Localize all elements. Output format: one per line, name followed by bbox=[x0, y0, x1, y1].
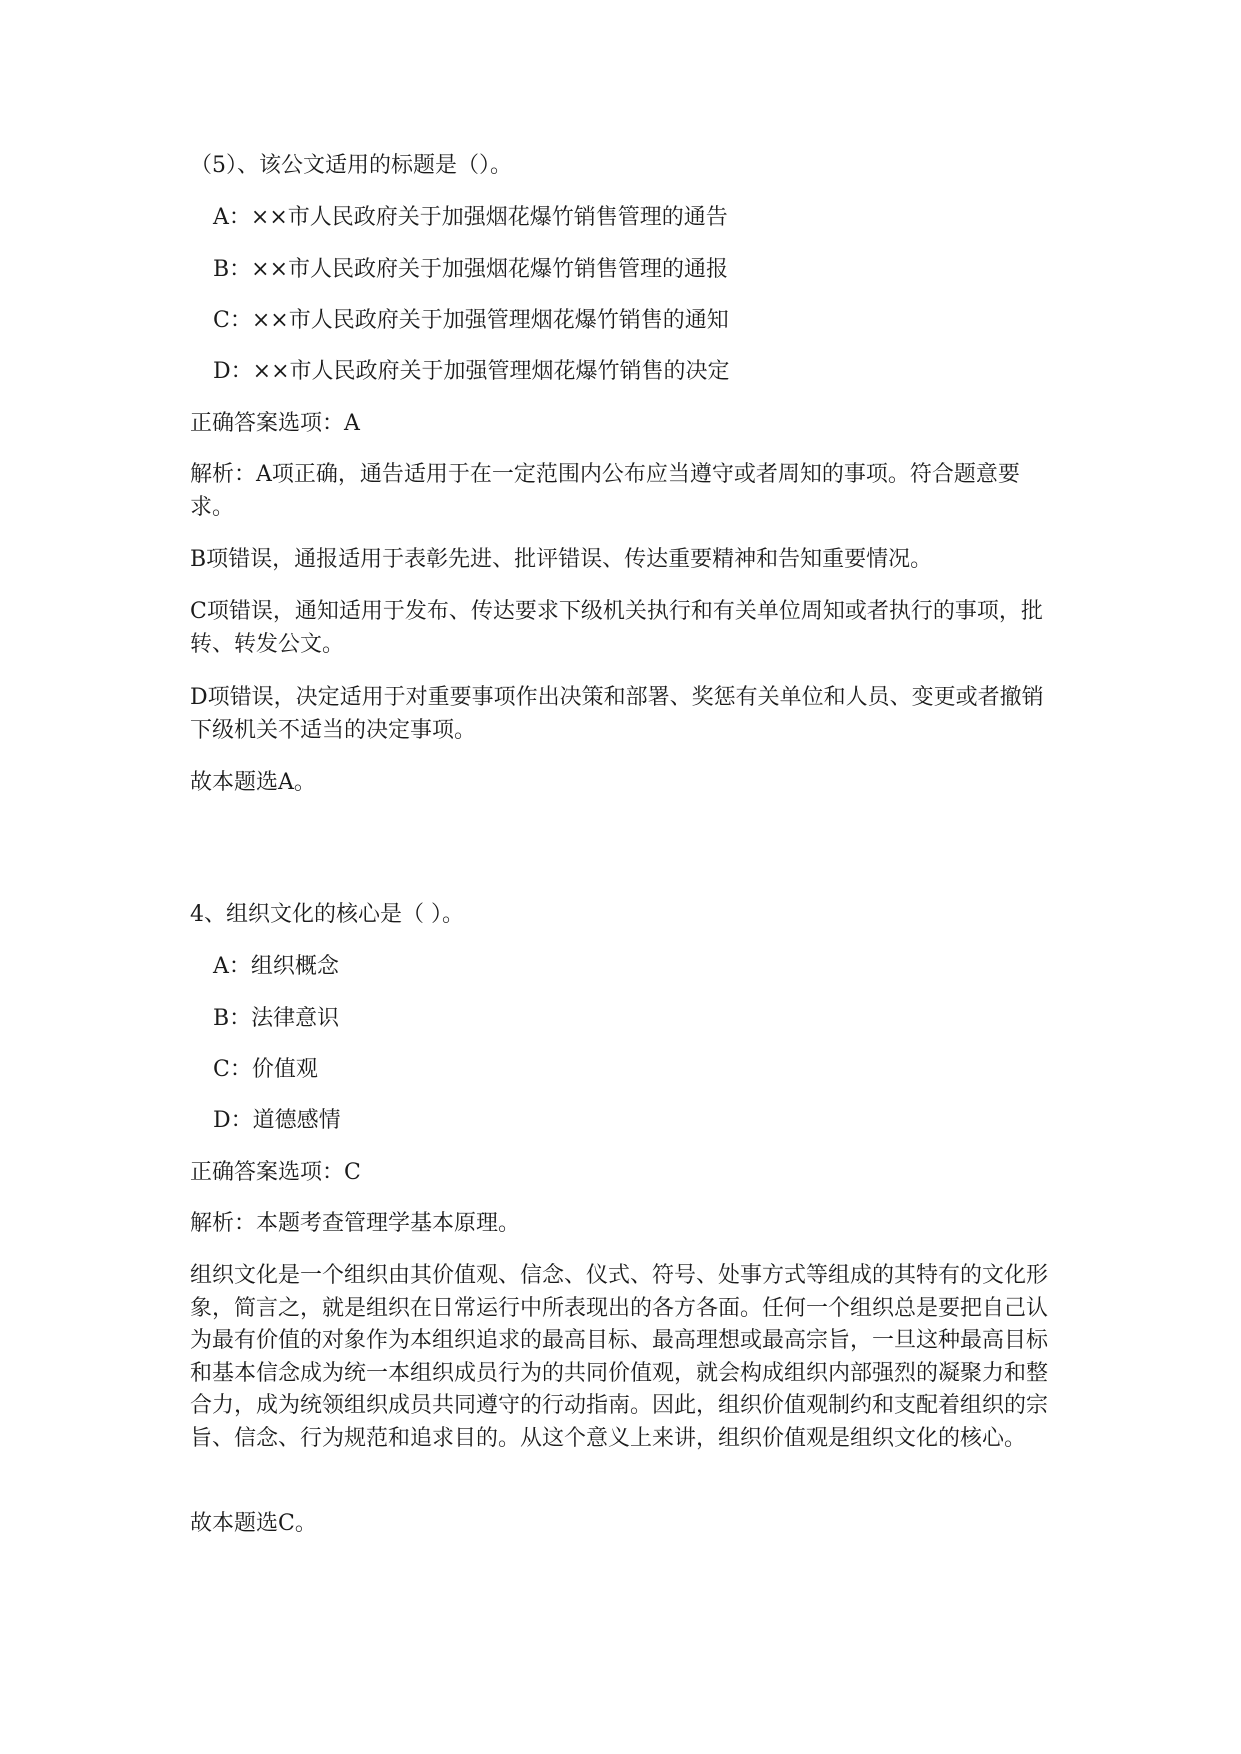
q4-analysis-body: 组织文化是一个组织由其价值观、信念、仪式、符号、处事方式等组成的其特有的文化形象，简言之，就是组织在日常运行中所表现出的各方各面。任何一个组织总是要把自己认为最有价值的对象作为本组织追求的最高目标、最高理想或最高宗旨，一旦这种最高目标和基本信念成为统一本组织成员行为的共同价值观，就会构成组织内部强烈的凝聚力和整合力，成为统领组织成员共同遵守的行动指南。因此，组织价值观制约和支配着组织的宗旨、信念、行为规范和追求目的。从这个意义上来讲，组织价值观是组织文化的核心。 bbox=[190, 1263, 1049, 1451]
question-5-title: （5）、该公文适用的标题是（）。 bbox=[190, 153, 512, 178]
question-4-title: 4、组织文化的核心是（ ）。 bbox=[190, 902, 464, 927]
q5-answer: 正确答案选项：A bbox=[190, 411, 360, 436]
q5-conclusion: 故本题选A。 bbox=[190, 770, 316, 795]
q5-analysis-c: C项错误，通知适用于发布、传达要求下级机关执行和有关单位周知或者执行的事项，批转、转发公文。 bbox=[190, 599, 1043, 657]
q4-option-a: A：组织概念 bbox=[213, 954, 339, 979]
q4-option-b: B：法律意识 bbox=[213, 1006, 340, 1031]
q5-option-c: C：××市人民政府关于加强管理烟花爆竹销售的通知 bbox=[213, 308, 729, 333]
q4-option-c: C：价值观 bbox=[213, 1057, 318, 1082]
q5-analysis-d: D项错误，决定适用于对重要事项作出决策和部署、奖惩有关单位和人员、变更或者撤销下级机关不适当的决定事项。 bbox=[190, 685, 1044, 743]
q5-analysis-b: B项错误，通报适用于表彰先进、批评错误、传达重要精神和告知重要情况。 bbox=[190, 547, 933, 572]
q5-option-a: A：××市人民政府关于加强烟花爆竹销售管理的通告 bbox=[213, 205, 728, 230]
q5-option-b: B：××市人民政府关于加强烟花爆竹销售管理的通报 bbox=[213, 257, 729, 282]
q4-conclusion: 故本题选C。 bbox=[190, 1511, 317, 1536]
q5-analysis-a: 解析：A项正确，通告适用于在一定范围内公布应当遵守或者周知的事项。符合题意要求。 bbox=[190, 462, 1020, 520]
q4-answer: 正确答案选项：C bbox=[190, 1160, 361, 1185]
q4-analysis-intro: 解析：本题考查管理学基本原理。 bbox=[190, 1211, 521, 1236]
q4-option-d: D：道德感情 bbox=[213, 1108, 341, 1133]
q5-option-d: D：××市人民政府关于加强管理烟花爆竹销售的决定 bbox=[213, 359, 730, 384]
